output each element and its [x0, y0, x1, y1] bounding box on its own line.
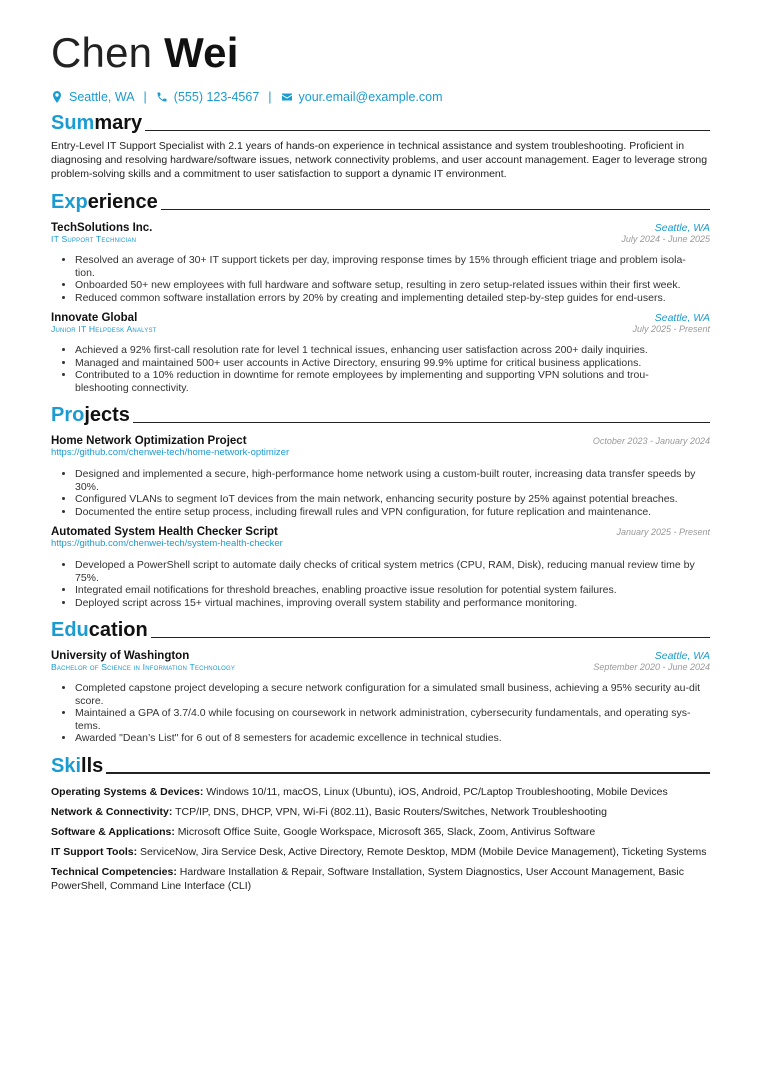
experience-entry — [51, 312, 710, 394]
bullet-item: • Achieved a 92% first-call resolution rate for level 1 technical issues, enhancing user satisfaction across 200+ daily inquiries. — [75, 344, 710, 357]
job-role: Junior IT Helpdesk Analyst — [51, 324, 157, 334]
candidate-name — [51, 28, 710, 78]
skill-value: Microsoft Office Suite, Google Workspace, Microsoft 365, Slack, Zoom, Antivirus Software — [177, 825, 596, 838]
company-name: Innovate Global — [51, 312, 138, 324]
bullet-item: • Completed capstone project developing a secure network configuration for a simulated small business, achieving a 95% security au-dit score. — [75, 682, 710, 707]
degree-name: Bachelor of Science in Information Technology — [51, 662, 236, 672]
job-role: IT Support Technician — [51, 234, 137, 244]
bullet-item: • Integrated email notifications for threshold breaches, enabling proactive issue resolution for potential system failures. — [75, 584, 710, 597]
summary-heading — [51, 112, 710, 134]
summary-title-rest: mary — [94, 112, 143, 134]
skill-line — [51, 825, 710, 839]
skill-label: Operating Systems & Devices: — [51, 785, 204, 798]
projects-heading — [51, 404, 710, 426]
projects-title-accent: Pro — [51, 404, 85, 426]
projects-title-rest: jects — [84, 404, 130, 426]
section-divider — [151, 637, 710, 639]
skills-heading — [51, 755, 710, 777]
email-text: your.email@example.com — [298, 90, 443, 104]
skill-value: Windows 10/11, macOS, Linux (Ubuntu), iOS, Android, PC/Laptop Troubleshooting, Mobile Devices — [206, 785, 668, 798]
last-name: Wei — [164, 29, 239, 76]
entry-dates: July 2025 - Present — [632, 324, 710, 334]
project-entry — [51, 526, 710, 609]
experience-heading — [51, 191, 710, 213]
bullet-list — [51, 559, 710, 609]
first-name: Chen — [51, 29, 153, 76]
contact-location — [51, 90, 135, 104]
project-link[interactable]: https://github.com/chenwei-tech/home-network-optimizer — [51, 447, 290, 458]
bullet-item: • Contributed to a 10% reduction in downtime for remote employees by implementing and supporting VPN solutions and trou-bleshooting connectivity. — [75, 369, 710, 394]
skill-value: TCP/IP, DNS, DHCP, VPN, Wi-Fi (802.11), Basic Routers/Switches, Network Troubleshooting — [175, 805, 607, 818]
project-entry — [51, 435, 710, 518]
bullet-item: • Maintained a GPA of 3.7/4.0 while focusing on coursework in network administration, cybersecurity fundamentals, and operating sys-tems. — [75, 707, 710, 732]
skill-line — [51, 805, 710, 819]
map-pin-icon — [51, 91, 63, 103]
entry-dates: September 2020 - June 2024 — [593, 662, 710, 672]
education-entry — [51, 650, 710, 745]
entry-location: Seattle, WA — [654, 312, 710, 324]
entry-location: Seattle, WA — [654, 650, 710, 662]
section-divider — [145, 130, 710, 132]
bullet-item: • Onboarded 50+ new employees with full hardware and software setup, resulting in zero setup-related issues within their first week. — [75, 279, 710, 292]
entry-dates: January 2025 - Present — [616, 527, 710, 537]
section-divider — [161, 209, 710, 211]
summary-text: Entry-Level IT Support Specialist with 2.1 years of hands-on experience in technical assistance and system troubleshooting. Proficient in diagnosing and resolving hardware/software issues, network connectivity problems, and user account management. Eager to leverage strong problem-solving skills and a commitment to user satisfaction to support a dynamic IT environment. — [51, 140, 708, 180]
bullet-item: • Designed and implemented a secure, high-performance home network using a custom-built router, increasing data transfer speeds by 30%. — [75, 468, 710, 493]
skill-label: Network & Connectivity: — [51, 805, 173, 818]
company-name: TechSolutions Inc. — [51, 222, 153, 234]
bullet-item: • Managed and maintained 500+ user accounts in Active Directory, ensuring 99.9% uptime for critical business applications. — [75, 357, 710, 370]
experience-entry — [51, 222, 710, 304]
skill-label: Technical Competencies: — [51, 865, 177, 878]
school-name: University of Washington — [51, 650, 190, 662]
skills-title-rest: lls — [81, 754, 104, 777]
entry-dates: October 2023 - January 2024 — [592, 436, 710, 446]
education-title-accent: Edu — [51, 619, 89, 641]
education-title-rest: cation — [88, 619, 148, 641]
entry-dates: July 2024 - June 2025 — [621, 234, 710, 244]
contact-phone[interactable] — [156, 90, 259, 104]
project-name: Automated System Health Checker Script — [51, 526, 278, 538]
skill-line — [51, 845, 710, 859]
bullet-item: • Documented the entire setup process, including firewall rules and VPN configuration, for future replication and maintenance. — [75, 506, 710, 519]
section-divider — [133, 422, 710, 424]
skill-value: Hardware Installation & Repair, Software Installation, System Diagnostics, User Account Management, Basic PowerShell, Command Line Interface (CLI) — [51, 865, 685, 892]
skills-title-accent: Ski — [51, 754, 82, 777]
project-link[interactable]: https://github.com/chenwei-tech/system-health-checker — [51, 538, 283, 549]
entry-location: Seattle, WA — [654, 222, 710, 234]
contact-separator: | — [268, 90, 272, 104]
bullet-item: • Reduced common software installation errors by 20% by creating and implementing detailed step-by-step guides for end-users. — [75, 292, 710, 305]
skill-label: IT Support Tools: — [51, 845, 138, 858]
phone-text: (555) 123-4567 — [173, 90, 260, 104]
phone-icon — [156, 91, 168, 103]
bullet-list — [51, 682, 710, 745]
bullet-list — [51, 344, 710, 394]
bullet-item: • Developed a PowerShell script to automate daily checks of critical system metrics (CPU, RAM, Disk), reducing manual review time by 75%. — [75, 559, 710, 584]
skill-label: Software & Applications: — [51, 825, 175, 838]
contact-bar — [51, 90, 710, 104]
section-divider — [106, 772, 710, 774]
skill-line — [51, 865, 710, 893]
experience-title-accent: Exp — [51, 191, 88, 213]
skill-line — [51, 785, 710, 799]
education-heading — [51, 619, 710, 641]
project-name: Home Network Optimization Project — [51, 435, 247, 447]
bullet-item: • Resolved an average of 30+ IT support tickets per day, improving response times by 15% through efficient triage and problem isola-tion. — [75, 254, 710, 279]
envelope-icon — [281, 91, 293, 103]
bullet-list — [51, 254, 710, 304]
experience-title-rest: erience — [87, 191, 158, 213]
bullet-list — [51, 468, 710, 518]
contact-separator: | — [143, 90, 147, 104]
location-text: Seattle, WA — [69, 90, 135, 104]
bullet-item: • Awarded "Dean’s List" for 6 out of 8 semesters for academic excellence in technical studies. — [75, 732, 710, 745]
skill-value: ServiceNow, Jira Service Desk, Active Directory, Remote Desktop, MDM (Mobile Device Management), Ticketing Systems — [140, 845, 707, 858]
contact-email[interactable] — [281, 90, 443, 104]
bullet-item: • Deployed script across 15+ virtual machines, improving overall system stability and performance monitoring. — [75, 597, 710, 610]
summary-title-accent: Sum — [51, 112, 95, 134]
bullet-item: • Configured VLANs to segment IoT devices from the main network, enhancing security posture by 25% against potential breaches. — [75, 493, 710, 506]
